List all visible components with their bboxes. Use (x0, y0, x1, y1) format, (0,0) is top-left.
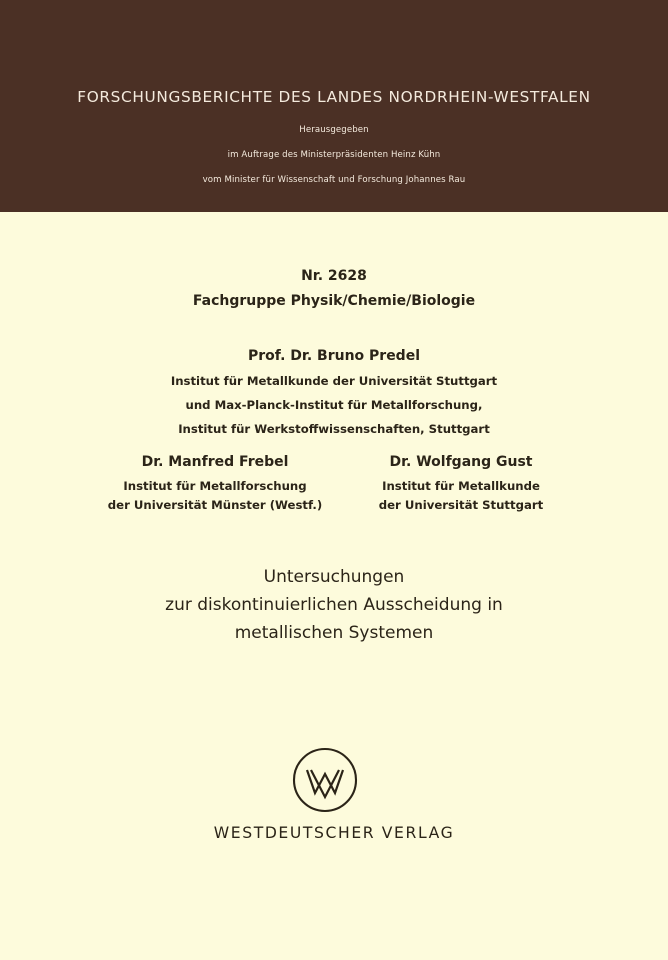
book-title (0, 563, 668, 647)
coauthor-affiliation-line: Institut für Metallforschung (123, 479, 307, 493)
title-line: metallischen Systemen (234, 623, 434, 643)
series-header-band (0, 0, 668, 212)
title-line: Untersuchungen (263, 567, 405, 587)
main-author-name: Prof. Dr. Bruno Predel (248, 348, 420, 364)
coauthor-name: Dr. Wolfgang Gust (389, 454, 533, 470)
coauthor-affiliation-line: der Universität Stuttgart (378, 498, 544, 512)
main-author-affiliation-line: Institut für Werkstoffwissenschaften, Stuttgart (178, 422, 490, 436)
minister-line: vom Minister für Wissenschaft und Forschung Johannes Rau (202, 175, 466, 185)
coauthor-affiliation-line: Institut für Metallkunde (382, 479, 540, 493)
title-line: zur diskontinuierlichen Ausscheidung in (165, 595, 503, 615)
publisher-name: WESTDEUTSCHER VERLAG (213, 824, 455, 842)
subject-group: Fachgruppe Physik/Chemie/Biologie (192, 293, 476, 309)
published-by-label: Herausgegeben (299, 125, 369, 135)
coauthor-affiliation-line: der Universität Münster (Westf.) (107, 498, 323, 512)
report-number: Nr. 2628 (301, 268, 367, 284)
coauthor-frebel (90, 452, 340, 515)
coauthor-name: Dr. Manfred Frebel (141, 454, 289, 470)
commissioning-line: im Auftrage des Ministerpräsidenten Heinz Kühn (227, 150, 441, 160)
series-title: FORSCHUNGSBERICHTE DES LANDES NORDRHEIN-WESTFALEN (77, 88, 591, 106)
main-author-affiliation-line: und Max-Planck-Institut für Metallforschung, (185, 398, 483, 412)
main-author-affiliation-line: Institut für Metallkunde der Universität Stuttgart (170, 374, 498, 388)
westdeutscher-verlag-logo-icon (291, 746, 359, 814)
coauthor-gust (336, 452, 586, 515)
